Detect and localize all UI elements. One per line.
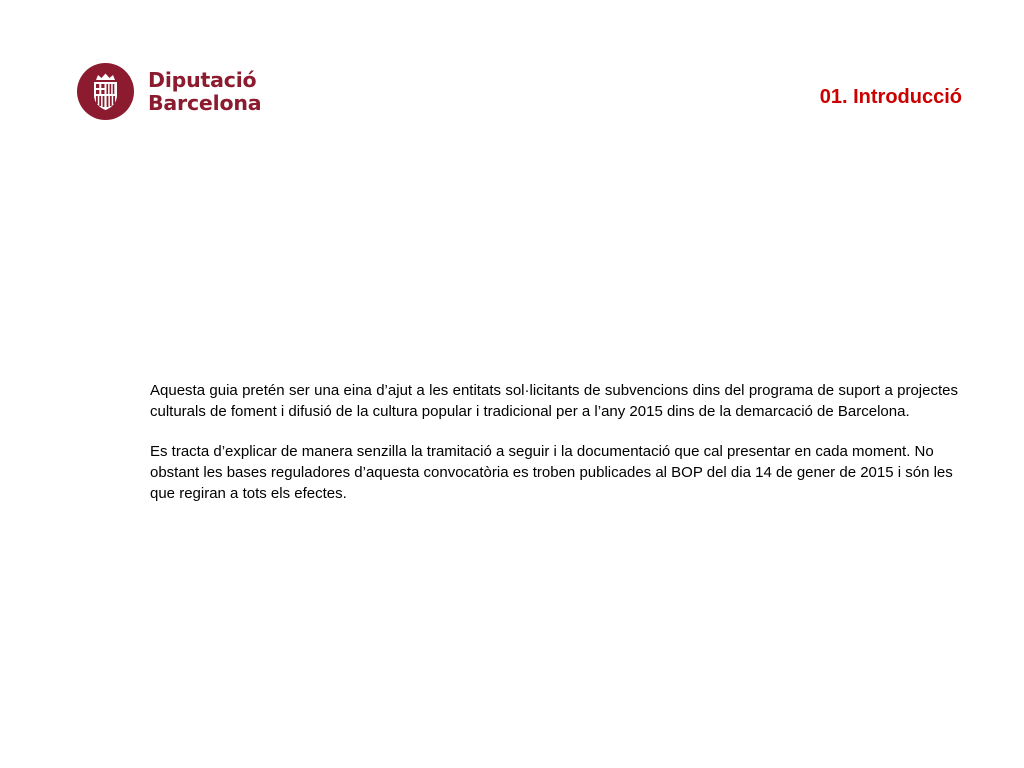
brand-line-2: Barcelona (148, 90, 262, 115)
slide-title: 01. Introducció (819, 86, 962, 108)
diputacio-seal-icon (77, 63, 134, 120)
explanation-paragraph: Es tracta d’explicar de manera senzilla la tramitació a seguir i la documentació que cal presentar en cada moment. No obstant les bases reguladores d’aquesta convocatòria es troben publicades al BOP del dia 14 de gener de 2015 i són les que regiran a tots els efectes. (150, 443, 953, 502)
slide-body (150, 380, 958, 523)
brand-name (148, 69, 261, 115)
brand-line-1: Diputació (148, 67, 257, 92)
intro-paragraph: Aquesta guia pretén ser una eina d’ajut a les entitats sol·licitants de subvencions dins del programa de suport a projectes culturals de foment i difusió de la cultura popular i tradicional per a l’any 2015 dins de la demarcació de Barcelona. (150, 382, 958, 420)
diputacio-logo (77, 63, 261, 120)
